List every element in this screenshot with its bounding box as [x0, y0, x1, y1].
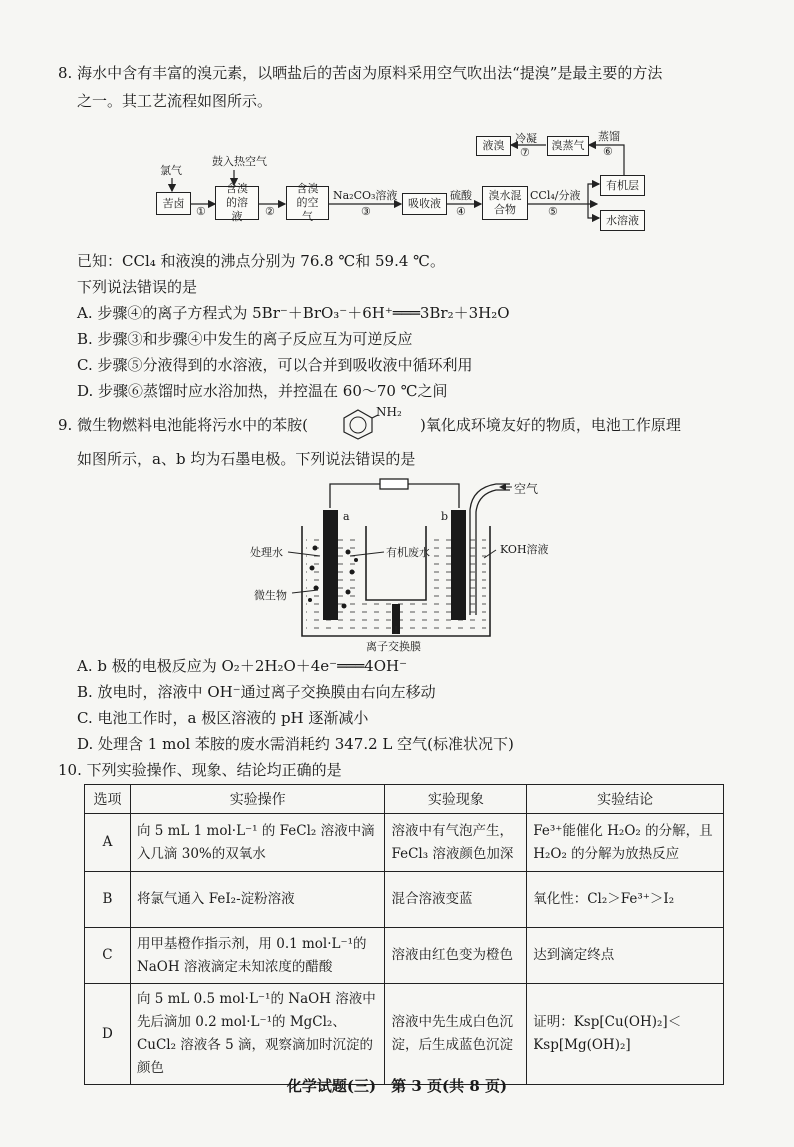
bromine-water-box: 溴水混合物: [482, 186, 528, 220]
q9-stem-line1a: 9. 微生物燃料电池能将污水中的苯胺(: [58, 416, 308, 434]
q8-known: 已知：CCl₄ 和液溴的沸点分别为 76.8 ℃和 59.4 ℃。: [77, 252, 445, 270]
bromine-solution-box: 含溴的溶液: [215, 186, 259, 220]
table-row[interactable]: [85, 872, 724, 928]
q9-option-d[interactable]: D. 处理含 1 mol 苯胺的废水需消耗约 347.2 L 空气(标准状况下): [77, 735, 514, 753]
q9-option-b[interactable]: B. 放电时，溶液中 OH⁻通过离子交换膜由右向左移动: [77, 683, 436, 701]
aqueous-box: 水溶液: [600, 210, 645, 231]
table-row[interactable]: [85, 928, 724, 984]
page-footer: 化学试题(三) 第 3 页(共 8 页): [286, 1077, 508, 1095]
q10-stem: 10. 下列实验操作、现象、结论均正确的是: [58, 761, 342, 779]
row-operation: 向 5 mL 1 mol·L⁻¹ 的 FeCl₂ 溶液中滴入几滴 30%的双氧水: [130, 814, 385, 872]
q10-table: [84, 784, 724, 1085]
col-phenomenon: 实验现象: [385, 785, 527, 814]
step-1: ①: [196, 205, 206, 218]
row-option: D: [85, 984, 131, 1085]
row-operation: 向 5 mL 0.5 mol·L⁻¹的 NaOH 溶液中先后滴加 0.2 mol·L⁻¹的 MgCl₂、CuCl₂ 溶液各 5 滴，观察滴加时沉淀的颜色: [130, 984, 385, 1085]
row-option: B: [85, 872, 131, 928]
wastewater-label: 有机废水: [386, 546, 430, 559]
step-4: ④: [456, 205, 466, 218]
step-3: ③: [361, 205, 371, 218]
chlorine-label: 氯气: [160, 164, 182, 177]
row-phenomenon: 混合溶液变蓝: [385, 872, 527, 928]
col-conclusion: 实验结论: [527, 785, 724, 814]
q9-option-a[interactable]: A. b 极的电极反应为 O₂＋2H₂O＋4e⁻═══4OH⁻: [77, 657, 408, 675]
table-header-row: [85, 785, 724, 814]
organic-layer-box: 有机层: [600, 175, 645, 196]
q8-option-d[interactable]: D. 步骤⑥蒸馏时应水浴加热，并控温在 60～70 ℃之间: [77, 382, 448, 400]
q9-stem-line1b: )氧化成环境友好的物质，电池工作原理: [420, 416, 681, 434]
row-conclusion: Fe³⁺能催化 H₂O₂ 的分解，且 H₂O₂ 的分解为放热反应: [527, 814, 724, 872]
absorb-box: 吸收液: [402, 193, 447, 215]
row-phenomenon: 溶液中先生成白色沉淀，后生成蓝色沉淀: [385, 984, 527, 1085]
q8-stem-line1: 8. 海水中含有丰富的溴元素，以晒盐后的苦卤为原料采用空气吹出法“提溴”是最主要的方法: [58, 64, 663, 82]
na2co3-label: Na₂CO₃溶液: [333, 189, 398, 202]
q8-option-c[interactable]: C. 步骤⑤分液得到的水溶液，可以合并到吸收液中循环利用: [77, 356, 473, 374]
row-phenomenon: 溶液由红色变为橙色: [385, 928, 527, 984]
row-conclusion: 证明：Ksp[Cu(OH)₂]＜Ksp[Mg(OH)₂]: [527, 984, 724, 1085]
ccl4-label: CCl₄/分液: [530, 189, 581, 202]
q9-stem-line2: 如图所示，a、b 均为石墨电极。下列说法错误的是: [77, 450, 416, 468]
row-conclusion: 达到滴定终点: [527, 928, 724, 984]
electrode-a-label: a: [343, 510, 350, 523]
electrode-b-label: b: [441, 510, 449, 523]
row-option: A: [85, 814, 131, 872]
row-operation: 将氯气通入 FeI₂-淀粉溶液: [130, 872, 385, 928]
air-label: 空气: [514, 482, 539, 496]
bromine-vapor-box: 溴蒸气: [547, 136, 589, 156]
row-phenomenon: 溶液中有气泡产生，FeCl₃ 溶液颜色加深: [385, 814, 527, 872]
col-operation: 实验操作: [130, 785, 385, 814]
koh-label: KOH溶液: [500, 543, 549, 556]
bromine-air-box: 含溴的空气: [286, 186, 329, 220]
q8-option-b[interactable]: B. 步骤③和步骤④中发生的离子反应互为可逆反应: [77, 330, 413, 348]
hot-air-label: 鼓入热空气: [212, 155, 267, 168]
distill-label: 蒸馏: [598, 130, 620, 143]
q9-option-c[interactable]: C. 电池工作时，a 极区溶液的 pH 逐渐减小: [77, 709, 369, 727]
microbe-label: 微生物: [254, 589, 287, 602]
liquid-bromine-box: 液溴: [476, 136, 511, 156]
h2so4-label: 硫酸: [450, 189, 472, 202]
q8-option-a[interactable]: A. 步骤④的离子方程式为 5Br⁻＋BrO₃⁻＋6H⁺═══3Br₂＋3H₂O: [77, 304, 510, 322]
nh2-label: NH₂: [376, 405, 402, 419]
row-operation: 用甲基橙作指示剂，用 0.1 mol·L⁻¹的 NaOH 溶液滴定未知浓度的醋酸: [130, 928, 385, 984]
step-6: ⑥: [603, 145, 613, 158]
step-7: ⑦: [520, 146, 530, 159]
table-row[interactable]: [85, 984, 724, 1085]
step-2: ②: [265, 205, 275, 218]
treated-water-label: 处理水: [250, 546, 283, 559]
row-conclusion: 氧化性：Cl₂＞Fe³⁺＞I₂: [527, 872, 724, 928]
row-option: C: [85, 928, 131, 984]
bittern-box: 苦卤: [156, 192, 191, 215]
table-row[interactable]: [85, 814, 724, 872]
q8-stem-line2: 之一。其工艺流程如图所示。: [77, 92, 273, 110]
q8-ask: 下列说法错误的是: [77, 278, 198, 296]
col-option: 选项: [85, 785, 131, 814]
membrane-label: 离子交换膜: [366, 640, 421, 653]
step-5: ⑤: [548, 205, 558, 218]
condense-label: 冷凝: [515, 132, 537, 145]
